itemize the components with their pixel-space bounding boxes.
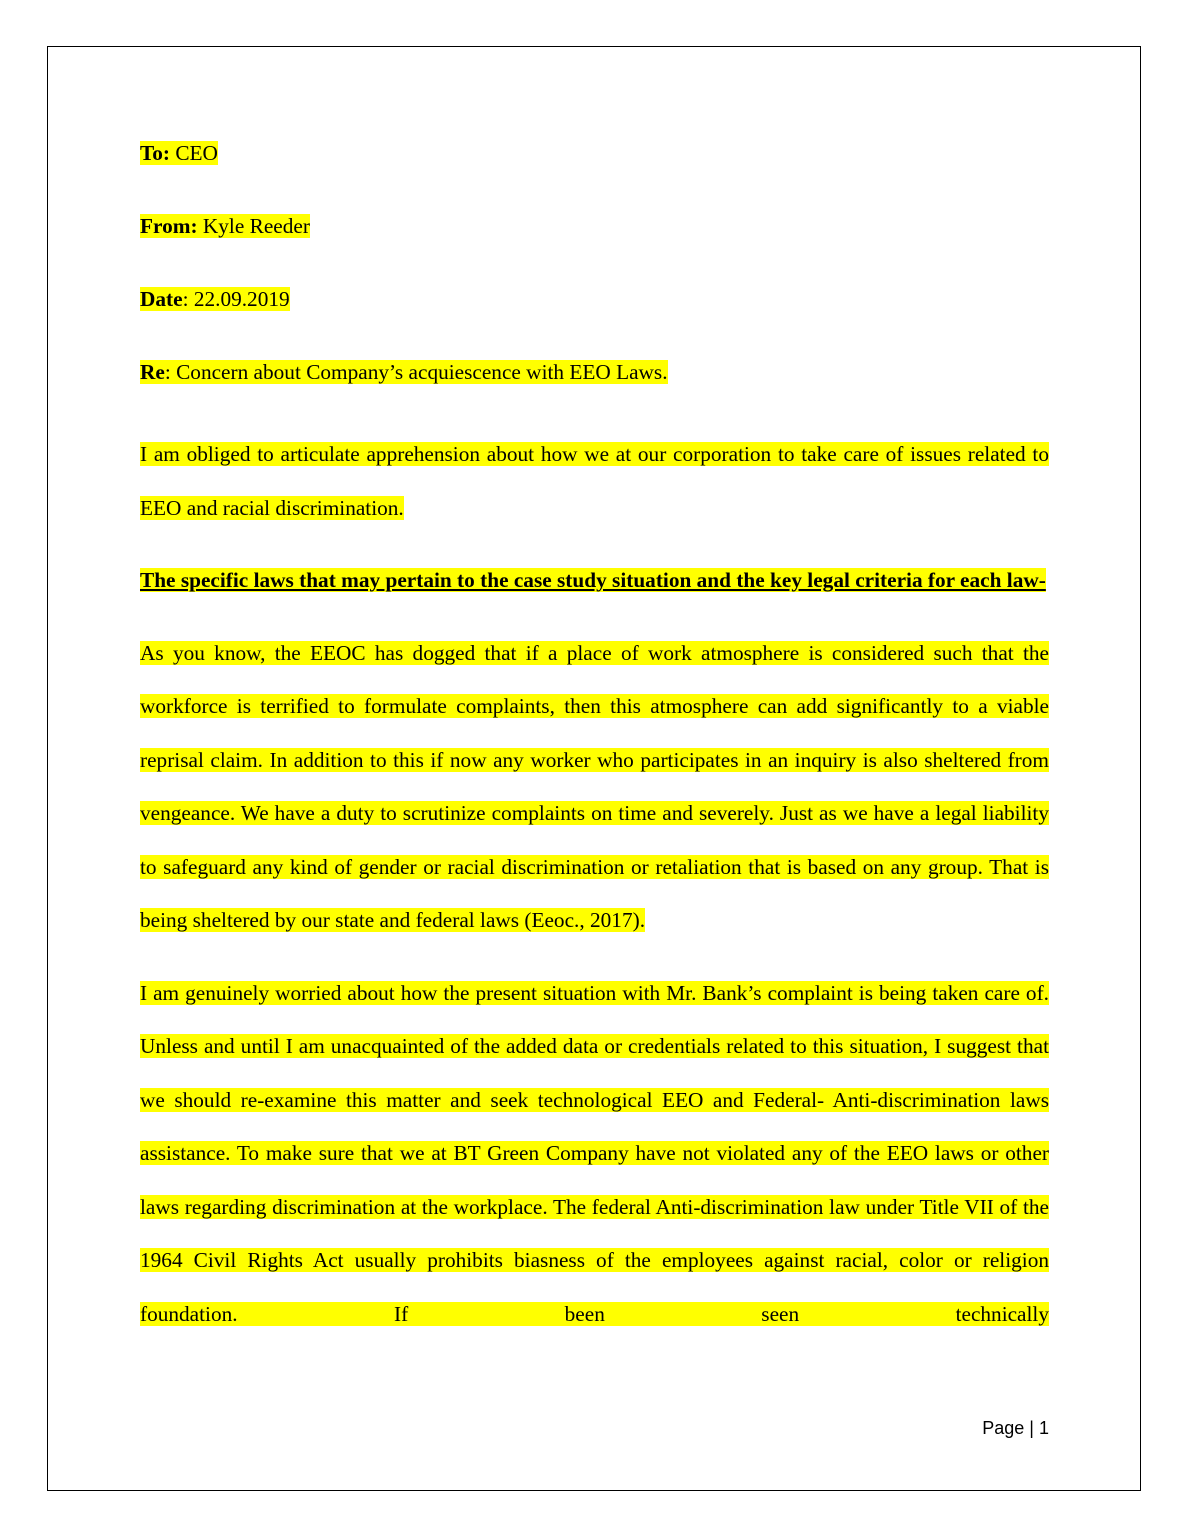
date-value: : 22.09.2019 [182, 287, 290, 311]
intro-text: I am obliged to articulate apprehension about how we at our corporation to take care of issues related to EEO and racial discrimination. [140, 442, 1049, 520]
intro-paragraph [140, 428, 1049, 535]
body-paragraph-2 [140, 967, 1049, 1342]
section-heading [140, 554, 1049, 608]
page-number: Page | 1 [982, 1418, 1049, 1438]
to-value: CEO [175, 141, 218, 165]
paragraph-2-text: I am genuinely worried about how the present situation with Mr. Bank’s complaint is being taken care of. Unless and until I am unacquainted of the added data or credentials related to this situation, I suggest that we should re-examine this matter and seek technological EEO and Federal- Anti-discrimination laws assistance. To make sure that we at BT Green Company have not violated any of the EEO laws or other laws regarding discrimination at the workplace. The federal Anti-discrimination law under Title VII of the 1964 Civil Rights Act usually prohibits biasness of the employees against racial, color or religion foundation. If been seen technically [140, 980, 1049, 1326]
paragraph-1-text: As you know, the EEOC has dogged that if a place of work atmosphere is considered such that the workforce is terrified to formulate complaints, then this atmosphere can add significantly to a viable reprisal claim. In addition to this if now any worker who participates in an inquiry is also sheltered from vengeance. We have a duty to scrutinize complaints on time and severely. Just as we have a legal liability to safeguard any kind of gender or racial discrimination or retaliation that is based on any group. That is being sheltered by our state and federal laws (Eeoc., 2017). [140, 640, 1049, 932]
memo-date [140, 282, 1049, 355]
re-label: Re [140, 360, 165, 384]
to-label: To: [140, 141, 170, 165]
body-paragraph-1 [140, 627, 1049, 948]
re-value: : Concern about Company’s acquiescence with EEO Laws. [164, 360, 668, 384]
memo-to [140, 136, 1049, 209]
date-label: Date [140, 287, 183, 311]
memo-from [140, 209, 1049, 282]
from-value: Kyle Reeder [202, 214, 310, 238]
memo-re [140, 355, 1049, 428]
section-heading-text: The specific laws that may pertain to the case study situation and the key legal criteria for each law- [140, 568, 1046, 592]
from-label: From: [140, 214, 198, 238]
document-body [140, 136, 1049, 1360]
